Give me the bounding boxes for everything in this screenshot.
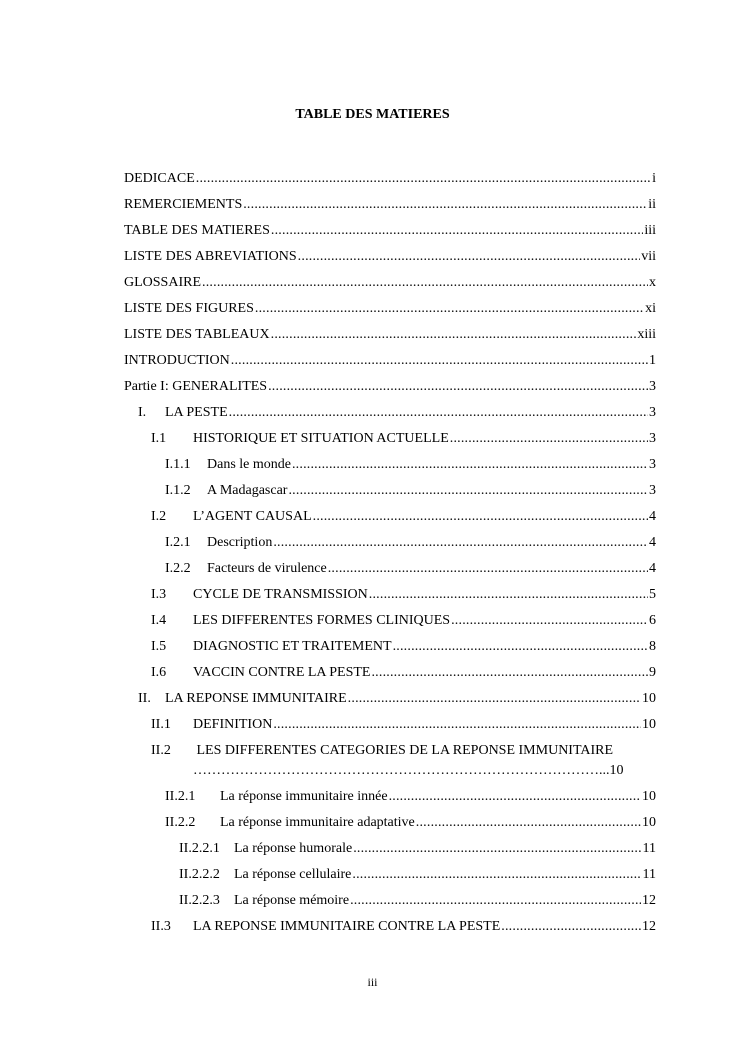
toc-entry-page: ii [648,197,656,212]
toc-entry-number: I.1.2 [165,483,191,498]
toc-entry[interactable] [165,814,656,832]
toc-entry-label: La réponse mémoire [234,893,350,908]
toc-entry-number: II.2.2.1 [179,841,220,856]
toc-entry[interactable] [151,508,656,526]
toc-leader [348,690,641,708]
toc-entry-page: 8 [649,639,656,654]
toc-entry-label: TABLE DES MATIERES [124,223,270,238]
toc-entry-wrapped[interactable] [151,742,613,760]
toc-entry-page: x [649,275,656,290]
toc-entry-continuation[interactable] [193,762,656,780]
toc-entry[interactable] [151,586,656,604]
toc-entry[interactable] [138,404,656,422]
toc-entry-page: 3 [649,405,656,420]
toc-entry[interactable] [151,612,656,630]
toc-entry-label: Facteurs de virulence [207,561,327,576]
toc-leader [273,534,648,552]
toc-entry-label: Dans le monde [207,457,291,472]
toc-leader [196,170,651,188]
toc-entry-number: II. [138,691,151,706]
toc-entry-number: I.5 [151,639,167,654]
toc-entry-page: 9 [649,665,656,680]
toc-leader [353,840,641,858]
toc-leader [352,866,641,884]
toc-entry[interactable] [124,300,656,318]
toc-entry[interactable] [124,274,656,292]
toc-leader [202,274,648,292]
toc-entry[interactable] [179,866,656,884]
toc-entry-label: L’AGENT CAUSAL [193,509,312,524]
toc-leader [255,300,644,318]
toc-entry-label: HISTORIQUE ET SITUATION ACTUELLE [193,431,449,446]
toc-leader [292,456,648,474]
toc-entry-label: Partie I: GENERALITES [124,379,268,394]
toc-leader [350,892,641,910]
toc-entry-label: LISTE DES TABLEAUX [124,327,270,342]
toc-leader [450,430,648,448]
toc-leader [369,586,648,604]
toc-entry-label: La réponse cellulaire [234,867,352,882]
toc-entry-label: La réponse humorale [234,841,353,856]
toc-entry-page: 4 [649,561,656,576]
toc-entry-page: 1 [649,353,656,368]
toc-entry-page: 3 [649,457,656,472]
toc-leader [298,248,641,266]
toc-entry-number: I.2 [151,509,167,524]
toc-entry[interactable] [165,456,656,474]
toc-entry[interactable] [151,918,656,936]
toc-leader [288,482,648,500]
toc-entry-number: I. [138,405,147,420]
toc-entry-label: VACCIN CONTRE LA PESTE [193,665,371,680]
toc-leader [371,664,648,682]
toc-leader [328,560,648,578]
toc-entry-page: 12 [642,919,656,934]
toc-leader [501,918,641,936]
page-number-footer: iii [367,975,378,989]
toc-entry[interactable] [151,716,656,734]
toc-entry-number: II.1 [151,717,171,732]
toc-leader [268,378,648,396]
toc-entry[interactable] [124,326,656,344]
toc-entry[interactable] [151,664,656,682]
toc-entry-continuation-leader: ……………………………………………………………………………...10 [193,763,624,778]
toc-entry-page: vii [641,249,656,264]
toc-entry-number: II.2.2 [165,815,196,830]
toc-entry[interactable] [124,248,656,266]
toc-leader [313,508,648,526]
toc-entry-number: I.2.2 [165,561,191,576]
toc-entry-number: I.1.1 [165,457,191,472]
toc-entry-label: Description [207,535,273,550]
toc-entry-number: II.2 [151,743,171,758]
toc-entry-label: A Madagascar [207,483,288,498]
toc-entry-page: xiii [637,327,656,342]
toc-leader [229,404,648,422]
toc-entry-page: 5 [649,587,656,602]
toc-entry-page: 11 [642,867,656,882]
toc-entry[interactable] [151,638,656,656]
toc-entry[interactable] [138,690,656,708]
toc-entry[interactable] [151,430,656,448]
toc-entry-number: I.1 [151,431,167,446]
toc-entry-label: La réponse immunitaire innée [220,789,388,804]
toc-entry-page: 10 [642,789,656,804]
toc-leader [243,196,647,214]
toc-leader [416,814,641,832]
toc-entry-number: II.2.2.2 [179,867,220,882]
toc-entry-label: LES DIFFERENTES CATEGORIES DE LA REPONSE IMMUNITAIRE [196,743,614,758]
toc-entry[interactable] [165,534,656,552]
toc-leader [273,716,641,734]
toc-leader [271,222,643,240]
toc-entry-page: 11 [642,841,656,856]
toc-entry-label: INTRODUCTION [124,353,230,368]
toc-entry-page: 12 [642,893,656,908]
toc-entry-label: LISTE DES ABREVIATIONS [124,249,297,264]
toc-entry-label: DIAGNOSTIC ET TRAITEMENT [193,639,392,654]
toc-entry-label: LISTE DES FIGURES [124,301,254,316]
toc-entry-label: REMERCIEMENTS [124,197,243,212]
toc-leader [393,638,648,656]
toc-entry[interactable] [124,352,656,370]
toc-entry[interactable] [165,788,656,806]
toc-entry-number: II.2.1 [165,789,196,804]
toc-leader [271,326,637,344]
toc-entry[interactable] [165,482,656,500]
toc-entry[interactable] [179,892,656,910]
toc-entry-label: LA REPONSE IMMUNITAIRE CONTRE LA PESTE [193,919,501,934]
toc-entry-page: 3 [649,431,656,446]
toc-entry-label: LA REPONSE IMMUNITAIRE [165,691,347,706]
toc-entry-label: GLOSSAIRE [124,275,202,290]
toc-entry[interactable] [179,840,656,858]
toc-entry-page: 4 [649,509,656,524]
toc-entry-number: I.6 [151,665,167,680]
toc-entry[interactable] [165,560,656,578]
toc-entry-number: I.3 [151,587,167,602]
toc-entry-page: iii [644,223,656,238]
toc-entry-label: CYCLE DE TRANSMISSION [193,587,368,602]
toc-entry-page: 10 [642,717,656,732]
toc-entry[interactable] [124,170,656,188]
toc-entry-page: i [652,171,656,186]
toc-entry-page: 4 [649,535,656,550]
toc-entry-page: 3 [649,483,656,498]
toc-leader [451,612,648,630]
toc-leader [231,352,648,370]
toc-entry-number: I.4 [151,613,167,628]
toc-entry-page: 10 [642,691,656,706]
toc-leader [389,788,641,806]
toc-entry-label: DEFINITION [193,717,273,732]
page-title: TABLE DES MATIERES [295,107,450,122]
toc-entry-label: La réponse immunitaire adaptative [220,815,415,830]
toc-entry-page: 10 [642,815,656,830]
toc-entry-number: II.3 [151,919,171,934]
toc-entry-label: DEDICACE [124,171,195,186]
toc-entry-label: LA PESTE [165,405,228,420]
toc-entry[interactable] [124,222,656,240]
toc-entry-page: 3 [649,379,656,394]
toc-entry-number: I.2.1 [165,535,191,550]
toc-entry-page: 6 [649,613,656,628]
toc-entry[interactable] [124,378,656,396]
toc-entry-label: LES DIFFERENTES FORMES CLINIQUES [193,613,451,628]
toc-entry-number: II.2.2.3 [179,893,220,908]
toc-entry[interactable] [124,196,656,214]
toc-entry-page: xi [645,301,656,316]
